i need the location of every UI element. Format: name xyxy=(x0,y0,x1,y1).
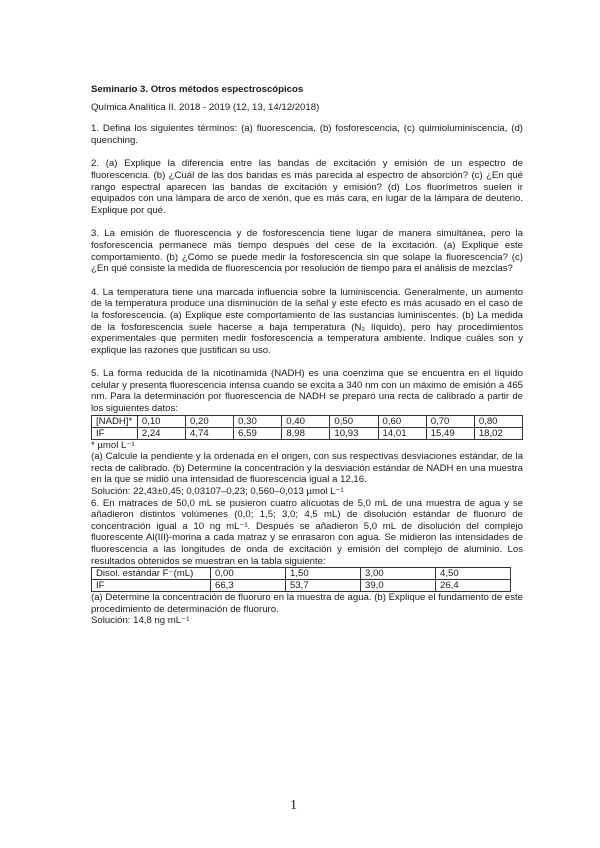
table-cell: IF xyxy=(92,580,211,592)
table-cell: 18,02 xyxy=(474,427,522,439)
table-cell: Disol. estándar F⁻(mL) xyxy=(92,568,211,580)
table-cell: 53,7 xyxy=(286,580,361,592)
table-cell: 4,50 xyxy=(436,568,511,580)
question-5-intro: 5. La forma reducida de la nicotinamida (NADH) es una coenzima que se encuentra en el líquido celular y presenta fluorescencia intensa cuando se excita a 340 nm con un máximo de emisión a 465 nm. Para la determinación por fluorescencia de NADH se preparó una recta de calibrado a partir de los siguientes datos: xyxy=(91,368,523,415)
table-cell: 6,59 xyxy=(234,427,282,439)
table-cell: 14,01 xyxy=(378,427,426,439)
table-cell: 4,74 xyxy=(185,427,233,439)
table-cell: 0,50 xyxy=(330,415,378,427)
table-cell: 2,24 xyxy=(137,427,185,439)
table-cell: 0,20 xyxy=(185,415,233,427)
table-cell: 0,00 xyxy=(211,568,286,580)
table-row xyxy=(92,415,523,427)
table-cell: 10,93 xyxy=(330,427,378,439)
table-cell: 1,50 xyxy=(286,568,361,580)
fluoride-standard-addition-table xyxy=(91,567,511,592)
question-6-text: (a) Determine la concentración de fluoruro en la muestra de agua. (b) Explique el fundamento de este procedimiento de determinación de fluoruro. xyxy=(91,592,523,615)
question-3: 3. La emisión de fluorescencia y de fosforescencia tiene lugar de manera simultánea, pero la fosforescencia permanece más tiempo después del cese de la excitación. (a) Explique este comportamiento. (b) ¿Cómo se puede medir la fosforescencia sin que solape la fluorescencia? (c) ¿En qué consiste la medida de fluorescencia por resolución de tiempo para el análisis de mezclas? xyxy=(91,228,523,275)
table-cell: 3,00 xyxy=(361,568,436,580)
table-cell: 0,10 xyxy=(137,415,185,427)
table-cell: [NADH]* xyxy=(92,415,138,427)
table-cell: 0,30 xyxy=(234,415,282,427)
question-6-solution: Solución: 14,8 ng mL⁻¹ xyxy=(91,615,190,627)
question-6-intro: 6. En matraces de 50,0 mL se pusieron cuatro alícuotas de 5,0 mL de una muestra de agua y se añadieron distintos volúmenes (0,0; 1,5; 3,0; 4,5 mL) de disolución estándar de fluoruro de concentración igual a 10 ng mL⁻¹. Después se añadieron 5,0 mL de disolución del complejo fluorescente Al(III)-morina a cada matraz y se enrasaron con agua. Se midieron las intensidades de fluorescencia a las longitudes de onda de excitación y emisión del complejo de aluminio. Los resultados obtenidos se muestran en la tabla siguiente: xyxy=(91,497,523,567)
nadh-calibration-table xyxy=(91,415,523,440)
question-4: 4. La temperatura tiene una marcada influencia sobre la luminiscencia. Generalmente, un aumento de la temperatura produce una disminución de la señal y este efecto es más acusado en el caso de la fosforescencia. (a) Explique este comportamiento de las sustancias luminiscentes. (b) La medida de la fosforescencia suele hacerse a baja temperatura (N₂ líquido), pero hay procedimientos experimentales que permiten medir fosforescencia a temperatura ambiente. Indique cuáles son y explique las razones que justifican su uso. xyxy=(91,286,523,356)
table-cell: 0,60 xyxy=(378,415,426,427)
document-subtitle: Química Analítica II. 2018 - 2019 (12, 13, 14/12/2018) xyxy=(91,101,320,113)
question-5-solution: Solución: 22,43±0,45; 0,03107–0,23; 0,560–0,013 µmol L⁻¹ xyxy=(91,486,344,498)
table-row xyxy=(92,427,523,439)
table-cell: 26,4 xyxy=(436,580,511,592)
question-5-text: (a) Calcule la pendiente y la ordenada en el origen, con sus respectivas desviaciones estándar, de la recta de calibrado. (b) Determine la concentración y la desviación estándar de NADH en una muestra en la que se midió una intensidad de fluorescencia igual a 12,16. xyxy=(91,451,523,486)
table-cell: IF xyxy=(92,427,138,439)
document-title: Seminario 3. Otros métodos espectroscópicos xyxy=(91,84,304,95)
page-number: 1 xyxy=(290,798,297,813)
table-cell: 15,49 xyxy=(426,427,474,439)
table-row xyxy=(92,568,511,580)
table-cell: 0,80 xyxy=(474,415,522,427)
table-cell: 8,98 xyxy=(282,427,330,439)
document-page xyxy=(91,84,523,627)
question-2: 2. (a) Explique la diferencia entre las bandas de excitación y emisión de un espectro de fluorescencia. (b) ¿Cuál de las dos bandas es más parecida al espectro de absorción? (c) ¿En qué rango espectral aparecen las bandas de excitación y emisión? (d) Los fluorímetros suelen ir equipados con una lámpara de arco de xenón, que es más cara, en lugar de la lámpara de deuterio. Explique por qué. xyxy=(91,158,523,216)
table-cell: 0,40 xyxy=(282,415,330,427)
table-units-note: * µmol L⁻¹ xyxy=(91,439,135,451)
table-row xyxy=(92,580,511,592)
table-cell: 66,3 xyxy=(211,580,286,592)
table-cell: 0,70 xyxy=(426,415,474,427)
question-1: 1. Defina los siguientes términos: (a) fluorescencia, (b) fosforescencia, (c) quimioluminiscencia, (d) quenching. xyxy=(91,123,523,146)
table-cell: 39,0 xyxy=(361,580,436,592)
